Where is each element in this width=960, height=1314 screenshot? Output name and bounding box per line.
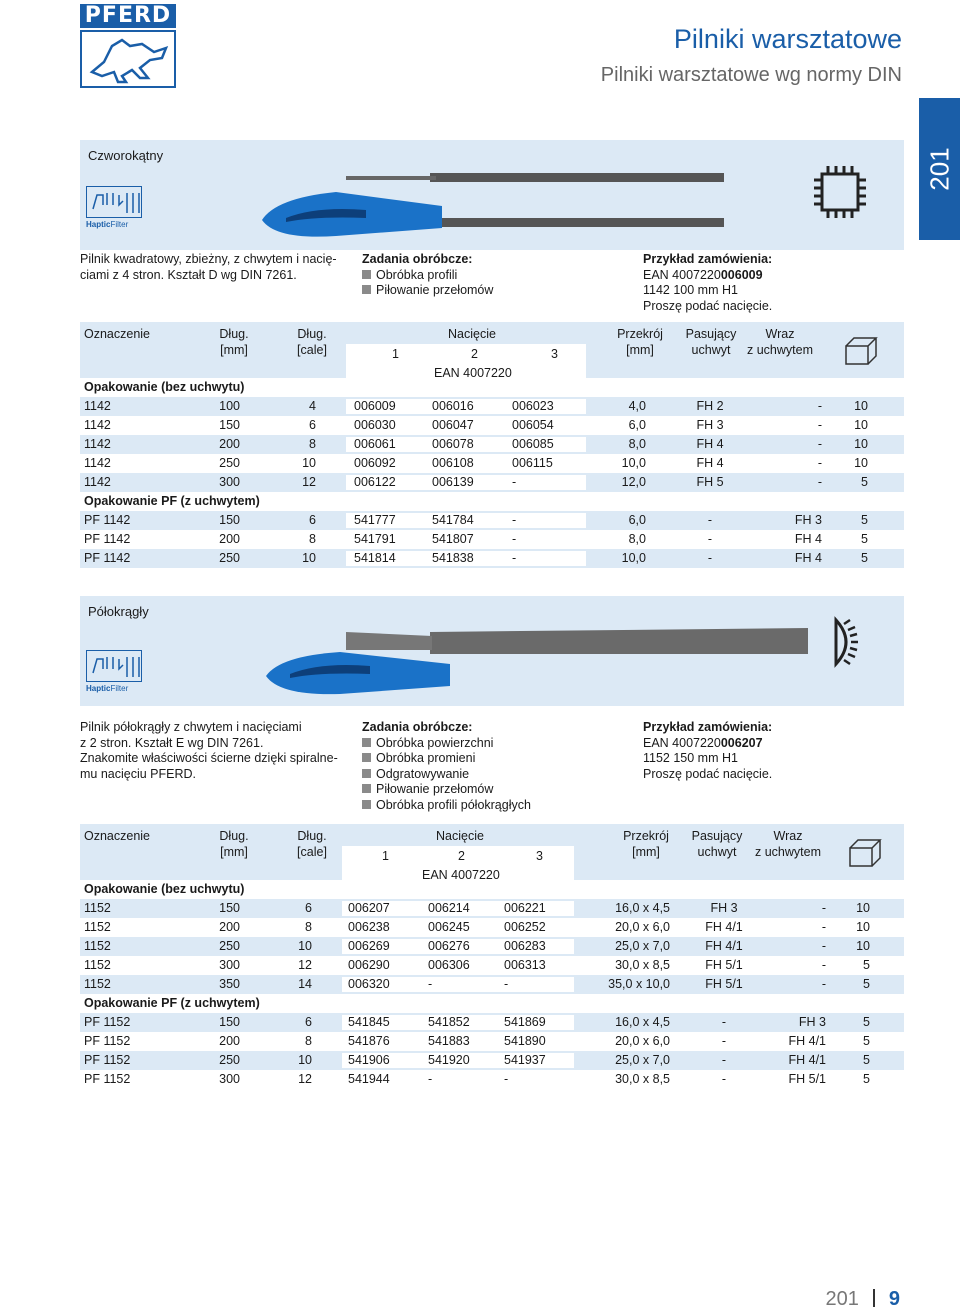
table-cell: - (428, 977, 433, 991)
table-cell: FH 4 (794, 551, 822, 565)
square-profile-icon (808, 160, 872, 224)
table-cell: 200 (219, 1034, 240, 1048)
table-cell: 006139 (432, 475, 474, 489)
table-cell: 5 (861, 513, 868, 527)
table-row (80, 473, 904, 492)
bullet-square-icon (362, 270, 371, 279)
table-cell: - (512, 513, 517, 527)
section-polokragly (80, 596, 904, 706)
table-cell: FH 4/1 (788, 1034, 826, 1048)
chapter-number: 201 (924, 147, 954, 191)
table-cell: 4,0 (628, 399, 646, 413)
bullet-square-icon (362, 784, 371, 793)
table-cell: 10,0 (621, 551, 646, 565)
table-cell: 6 (309, 513, 316, 527)
table-cell: 541838 (432, 551, 474, 565)
table-cell: FH 4/1 (705, 920, 743, 934)
table-cell: FH 3 (710, 901, 738, 915)
table-cell: - (821, 977, 826, 991)
table-cell: FH 4 (696, 456, 724, 470)
table-cell: 16,0 x 4,5 (615, 1015, 670, 1029)
group-header: Opakowanie (bez uchwytu) (84, 882, 245, 896)
table-cell: - (821, 901, 826, 915)
table-cell: 541845 (348, 1015, 390, 1029)
table-cell: 12,0 (621, 475, 646, 489)
table-cell: 006283 (504, 939, 546, 953)
table-cell: FH 3 (798, 1015, 826, 1029)
table-cell: - (504, 977, 509, 991)
table-cell: 25,0 x 7,0 (615, 1053, 670, 1067)
table-cell: FH 5 (696, 475, 724, 489)
page-subtitle: Pilniki warsztatowe wg normy DIN (600, 64, 902, 86)
section-czworokatny (80, 140, 904, 250)
table-cell: 20,0 x 6,0 (615, 920, 670, 934)
table-cell: 006030 (354, 418, 396, 432)
table-cell: 006078 (432, 437, 474, 451)
page-number: 9 (888, 1288, 900, 1310)
table-header: Oznaczenie Dług. [mm] Dług. [cale] Nacięcie 1 2 3 EAN 4007220 Przekrój [mm] Pasujący uchwyt Wraz z uchwytem (80, 322, 904, 378)
table-cell: 006252 (504, 920, 546, 934)
table-cell: 1142 (84, 456, 111, 470)
table-cell: 6 (305, 901, 312, 915)
half-round-file-image (260, 606, 820, 698)
table-cell: 006092 (354, 456, 396, 470)
table-cell: 541807 (432, 532, 474, 546)
table-cell: 006214 (428, 901, 470, 915)
package-box-icon (844, 336, 878, 366)
table-cell: 8 (309, 437, 316, 451)
bullet-square-icon (362, 800, 371, 809)
section1-tasks: Zadania obróbcze: Obróbka profili Piłowanie przełomów (362, 252, 494, 297)
table-cell: 541937 (504, 1053, 546, 1067)
table-cell: 6 (309, 418, 316, 432)
table-cell: 006276 (428, 939, 470, 953)
table-cell: 5 (861, 475, 868, 489)
table-cell: - (428, 1072, 433, 1086)
bullet-square-icon (362, 769, 371, 778)
table-cell: 5 (863, 977, 870, 991)
table-row (80, 397, 904, 416)
table-cell: FH 2 (696, 399, 724, 413)
table-cell: 006207 (348, 901, 390, 915)
table-row (80, 416, 904, 435)
table-cell: FH 3 (794, 513, 822, 527)
table-cell: 10 (856, 939, 870, 953)
table-cell: 150 (219, 418, 240, 432)
section1-order-example: Przykład zamówienia: EAN 4007220006009 1142 100 mm H1 Proszę podać nacięcie. (643, 252, 773, 313)
table-cell: 006047 (432, 418, 474, 432)
table-cell: 1152 (84, 977, 111, 991)
table-cell: 006016 (432, 399, 474, 413)
table-cell: 541906 (348, 1053, 390, 1067)
section-page-number: 201 (825, 1288, 859, 1310)
table-cell: 541784 (432, 513, 474, 527)
section2-description: Pilnik półokrągły z chwytem i nacięciami z 2 stron. Kształt E wg DIN 7261. Znakomite właściwości ścierne dzięki spiralne- mu nacięciu PFERD. (80, 720, 338, 781)
table-row (80, 899, 904, 918)
table-cell: 250 (219, 1053, 240, 1067)
table-cell: - (721, 1072, 727, 1086)
table-cell: 1142 (84, 437, 111, 451)
table-cell: 006085 (512, 437, 554, 451)
table-row (80, 530, 904, 549)
table-cell: 5 (861, 532, 868, 546)
table-row (80, 975, 904, 994)
table-cell: 006313 (504, 958, 546, 972)
table-cell: 541777 (354, 513, 396, 527)
table-cell: FH 3 (696, 418, 724, 432)
table-row (80, 511, 904, 530)
table-cell: 1142 (84, 475, 111, 489)
page-footer (826, 1288, 901, 1311)
table-row (80, 956, 904, 975)
table-cell: 150 (219, 513, 240, 527)
table-cell: 006023 (512, 399, 554, 413)
table-cell: FH 4/1 (788, 1053, 826, 1067)
table-cell: 1152 (84, 920, 111, 934)
table-cell: - (707, 532, 713, 546)
table-cell: 5 (863, 958, 870, 972)
table-cell: 8,0 (628, 532, 646, 546)
table-cell: - (821, 958, 826, 972)
table-row (80, 454, 904, 473)
table-cell: 5 (863, 1034, 870, 1048)
table-row (80, 549, 904, 568)
table-cell: 35,0 x 10,0 (608, 977, 670, 991)
section2-tasks: Zadania obróbcze: Obróbka powierzchni Obróbka promieni Odgratowywanie Piłowanie przełomów Obróbka profili półokrągłych (362, 720, 531, 812)
table-cell: 10 (854, 399, 868, 413)
table-cell: PF 1152 (84, 1072, 131, 1086)
table-cell: 5 (863, 1015, 870, 1029)
table-cell: 250 (219, 939, 240, 953)
table-cell: 350 (219, 977, 240, 991)
table-cell: 006290 (348, 958, 390, 972)
table-header: Oznaczenie Dług. [mm] Dług. [cale] Nacięcie 1 2 3 EAN 4007220 Przekrój [mm] Pasujący uchwyt Wraz z uchwytem (80, 824, 904, 880)
haptic-filter-badge: HapticFilter (86, 186, 142, 232)
table-cell: 200 (219, 437, 240, 451)
table-cell: - (504, 1072, 509, 1086)
table-cell: 20,0 x 6,0 (615, 1034, 670, 1048)
table-row (80, 1032, 904, 1051)
table-cell: 006245 (428, 920, 470, 934)
table-cell: 541814 (354, 551, 396, 565)
table-cell: 10 (854, 456, 868, 470)
hand-icon (86, 186, 142, 218)
table-cell: 006108 (432, 456, 474, 470)
table-cell: 10 (302, 456, 316, 470)
table-cell: 541876 (348, 1034, 390, 1048)
group-header: Opakowanie PF (z uchwytem) (84, 494, 260, 508)
table-cell: FH 4/1 (705, 939, 743, 953)
table-cell: 541920 (428, 1053, 470, 1067)
table-cell: FH 5/1 (705, 958, 743, 972)
table-cell: - (821, 920, 826, 934)
table-cell: 250 (219, 456, 240, 470)
group-header: Opakowanie (bez uchwytu) (84, 380, 245, 394)
table-cell: 150 (219, 1015, 240, 1029)
table-cell: 006122 (354, 475, 396, 489)
table-cell: 300 (219, 475, 240, 489)
table-cell: 8,0 (628, 437, 646, 451)
table-cell: FH 5/1 (705, 977, 743, 991)
table-cell: 250 (219, 551, 240, 565)
hand-icon (86, 650, 142, 682)
table-cell: FH 4 (794, 532, 822, 546)
horse-logo-icon (80, 30, 176, 88)
table-cell: 6,0 (628, 513, 646, 527)
table-polokragly (80, 824, 904, 1089)
table-cell: 1152 (84, 958, 111, 972)
table-cell: FH 5/1 (788, 1072, 826, 1086)
table-cell: 8 (305, 1034, 312, 1048)
table-cell: PF 1142 (84, 532, 131, 546)
table-cell: 5 (863, 1072, 870, 1086)
table-cell: - (707, 551, 713, 565)
table-cell: - (721, 1053, 727, 1067)
table-cell: 100 (219, 399, 240, 413)
table-cell: - (817, 456, 822, 470)
table-cell: 1152 (84, 901, 111, 915)
table-cell: 10 (856, 901, 870, 915)
table-cell: 16,0 x 4,5 (615, 901, 670, 915)
chapter-tab (919, 98, 960, 240)
table-cell: 5 (861, 551, 868, 565)
bullet-square-icon (362, 285, 371, 294)
logo-wordmark: PFERD (80, 4, 176, 28)
table-cell: 541852 (428, 1015, 470, 1029)
table-cell: - (707, 513, 713, 527)
table-cell: - (721, 1034, 727, 1048)
table-cell: 14 (298, 977, 312, 991)
table-cell: 30,0 x 8,5 (615, 958, 670, 972)
package-box-icon (848, 838, 882, 868)
table-cell: 300 (219, 958, 240, 972)
table-row (80, 435, 904, 454)
table-cell: 10 (856, 920, 870, 934)
table-cell: - (817, 475, 822, 489)
table-cell: 006009 (354, 399, 396, 413)
table-cell: 1152 (84, 939, 111, 953)
table-cell: 10 (298, 1053, 312, 1067)
table-cell: 1142 (84, 418, 111, 432)
table-cell: 006320 (348, 977, 390, 991)
page-title: Pilniki warsztatowe (673, 24, 902, 54)
table-cell: 8 (309, 532, 316, 546)
table-cell: 30,0 x 8,5 (615, 1072, 670, 1086)
table-cell: 4 (309, 399, 316, 413)
table-cell: 6 (305, 1015, 312, 1029)
table-cell: - (817, 437, 822, 451)
section-title: Czworokątny (88, 148, 164, 163)
table-cell: - (721, 1015, 727, 1029)
table-cell: - (817, 418, 822, 432)
table-cell: 006115 (512, 456, 553, 470)
table-row (80, 1013, 904, 1032)
table-cell: 300 (219, 1072, 240, 1086)
group-header: Opakowanie PF (z uchwytem) (84, 996, 260, 1010)
table-cell: 006221 (504, 901, 546, 915)
table-cell: PF 1152 (84, 1015, 131, 1029)
table-cell: 200 (219, 532, 240, 546)
table-cell: 006306 (428, 958, 470, 972)
table-cell: 5 (863, 1053, 870, 1067)
section-title: Półokrągły (88, 604, 149, 619)
table-cell: 6,0 (628, 418, 646, 432)
table-cell: 200 (219, 920, 240, 934)
table-cell: 10 (854, 418, 868, 432)
table-cell: PF 1142 (84, 513, 131, 527)
table-cell: 006061 (354, 437, 396, 451)
table-cell: PF 1152 (84, 1034, 131, 1048)
table-row (80, 1051, 904, 1070)
table-cell: 541890 (504, 1034, 546, 1048)
table-cell: 541883 (428, 1034, 470, 1048)
bullet-square-icon (362, 738, 371, 747)
table-cell: - (817, 399, 822, 413)
half-round-profile-icon (828, 616, 860, 668)
section2-order-example: Przykład zamówienia: EAN 4007220006207 1152 150 mm H1 Proszę podać nacięcie. (643, 720, 773, 781)
table-cell: 541944 (348, 1072, 390, 1086)
haptic-filter-badge: HapticFilter (86, 650, 142, 696)
table-cell: 006269 (348, 939, 390, 953)
table-cell: 10,0 (621, 456, 646, 470)
table-cell: - (821, 939, 826, 953)
table-cell: 541869 (504, 1015, 546, 1029)
table-cell: PF 1152 (84, 1053, 131, 1067)
pferd-logo (80, 4, 176, 86)
table-cell: 12 (302, 475, 316, 489)
table-cell: PF 1142 (84, 551, 131, 565)
table-cell: - (512, 475, 517, 489)
section1-description: Pilnik kwadratowy, zbieżny, z chwytem i nacię- ciami z 4 stron. Kształt D wg DIN 7261. (80, 252, 337, 282)
table-cell: 1142 (84, 399, 111, 413)
table-cell: - (512, 551, 517, 565)
table-czworokatny (80, 322, 904, 568)
table-cell: 8 (305, 920, 312, 934)
table-cell: 541791 (354, 532, 396, 546)
table-row (80, 1070, 904, 1089)
table-cell: 10 (302, 551, 316, 565)
table-cell: 10 (854, 437, 868, 451)
square-file-image (256, 158, 728, 240)
table-cell: 006054 (512, 418, 554, 432)
table-cell: 006238 (348, 920, 390, 934)
bullet-square-icon (362, 753, 371, 762)
table-cell: 25,0 x 7,0 (615, 939, 670, 953)
table-cell: - (512, 532, 517, 546)
table-row (80, 918, 904, 937)
table-cell: 12 (298, 958, 312, 972)
table-cell: 150 (219, 901, 240, 915)
table-cell: FH 4 (696, 437, 724, 451)
table-row (80, 937, 904, 956)
table-cell: 10 (298, 939, 312, 953)
table-cell: 12 (298, 1072, 312, 1086)
